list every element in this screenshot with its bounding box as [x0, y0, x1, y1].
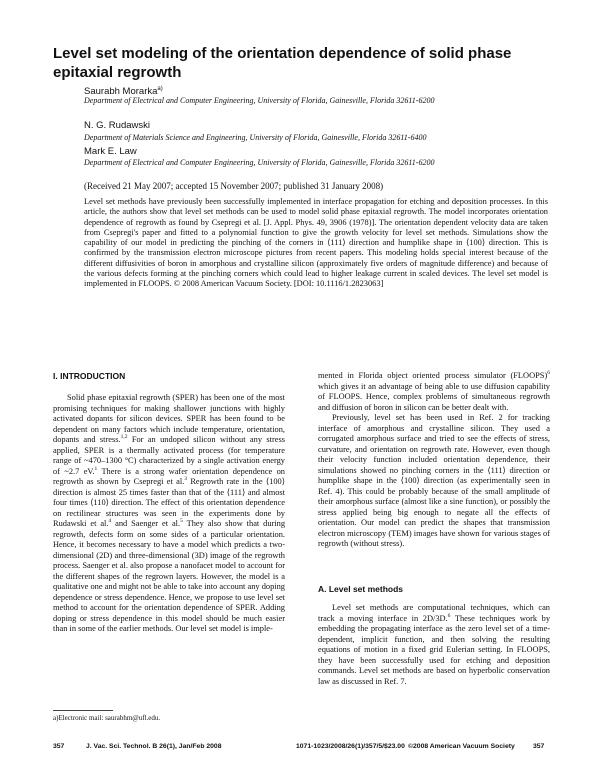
page-number-right: 357 [533, 743, 545, 750]
author-footnote-marker: a) [157, 86, 163, 92]
author-affiliation: Department of Materials Science and Engineering, University of Florida, Gainesville, Florida 32611-6400 [84, 133, 427, 142]
left-column [53, 393, 285, 635]
author-name: N. G. Rudawski [84, 120, 150, 131]
paper-title: Level set modeling of the orientation dependence of solid phase epitaxial regrowth [53, 45, 512, 81]
paragraph: Level set methods are computational techniques, which can track a moving interface in 2D/3D.$^6$ These techniques work by embedding the propagating interface as the zero level set of a time-dependent, implicit function, and then solving the resulting equations of motion in a fixed grid Eulerian setting. In FLOOPS, they have been successfully used for etching and deposition commands. Level set methods are based on hyperbolic conservation law as discussed in Ref. 7. [318, 603, 551, 686]
footnote-rule [53, 710, 113, 711]
author-name-text: Saurabh Morarka [84, 86, 158, 98]
section-heading-introduction: I. INTRODUCTION [53, 371, 126, 381]
section-heading-level-set-methods: A. Level set methods [318, 584, 404, 594]
copyright-line: ©2008 American Vacuum Society [408, 743, 515, 750]
right-column-continued [318, 603, 550, 687]
author-name: Mark E. Law [84, 146, 137, 157]
author-affiliation: Department of Electrical and Computer Engineering, University of Florida, Gainesville, Florida 32611-6200 [84, 96, 435, 105]
paragraph: mented in Florida object oriented process simulator (FLOOPS)$^6$ which gives it an advantage of being able to use diffusion capability of FLOOPS. Hence, complex problems of simultaneous regrowth and diffusion of boron in silicon can be better dealt with. [318, 370, 550, 412]
page-number-left: 357 [53, 743, 65, 750]
abstract: Level set methods have previously been successfully implemented in interface propagation for etching and deposition processes. In this article, the authors show that level set methods can be used to model solid phase epitaxial regrowth. The model incorporates orientation dependence of regrowth as found by Csepregi et al. [J. Appl. Phys. 49, 3906 (1978)]. The orientation dependent velocity data are taken from Csepregi's paper and fitted to a polynomial function to give the growth velocity for level set methods. Simulations show the capability of our model in predicting the pinching of the corners in ⟨111⟩ direction and humplike shape in ⟨100⟩ direction. This is confirmed by the transmission electron microscope pictures from recent papers. This modeling holds special interest because of the different diffusivities of boron in amorphous and crystalline silicon (approximately five orders of magnitude difference) and because of the various defects forming at the pinching corners which could lead to higher leakage current in scaled devices. The level set model is implemented in FLOOPS. © 2008 American Vacuum Society. [DOI: 10.1116/1.2823063] [84, 197, 548, 289]
issn-line: 1071-1023/2008/26(1)/357/5/$23.00 [296, 743, 405, 750]
author-affiliation: Department of Electrical and Computer Engineering, University of Florida, Gainesville, Florida 32611-6200 [84, 158, 435, 167]
journal-citation: J. Vac. Sci. Technol. B 26(1), Jan/Feb 2008 [86, 743, 222, 750]
paragraph: Solid phase epitaxial regrowth (SPER) has been one of the most promising techniques for making shallower junctions with highly activated dopants for silicon devices. SPER has been found to be dependent on many factors which include temperature, orientation, dopants and stress.$^{1,2}$ For an undoped silicon without any stress applied, SPER is a thermally activated process (for temperature range of ~470–1300 °C) characterized by a single activation energy of ~2.7 eV.$^1$ There is a strong wafer orientation dependence on regrowth as shown by Csepregi et al.$^3$ Regrowth rate in the ⟨100⟩ direction is almost 25 times faster than that of the ⟨111⟩ and almost four times ⟨110⟩ direction. The effect of this orientation dependence on rectilinear structures was seen in the experiments done by Rudawski et al.$^4$ and Saenger et al.$^5$ They also show that during regrowth, defects form on some sides of a particular orientation. Hence, it becomes necessary to have a model which predicts a two-dimensional (2D) and three-dimensional (3D) image of the regrowth process. Saenger et al. also propose a nanofacet model to account for the different shapes of the regrown layers. However, the model is a qualitative one and might not be able to take into account any doping dependence or stress dependence. Hence, we propose to use level set method to account for the orientation dependence of SPER. Adding doping or stress dependence in this model should be much easier than in some of the earlier methods. Our level set model is imple- [53, 393, 286, 633]
footnote: a)Electronic mail: saurabhm@ufl.edu. [53, 714, 161, 722]
right-column [318, 371, 550, 550]
received-dates: (Received 21 May 2007; accepted 15 November 2007; published 31 January 2008) [84, 181, 384, 191]
paragraph: Previously, level set has been used in Ref. 2 for tracking interface of amorphous and crystalline silicon. They used a corrugated amorphous surface and tried to see the effects of stress, curvature, and orientation on regrowth rate. However, even though their velocity function included orientation dependence, their simulations showed no pinching corners in the ⟨111⟩ direction or humplike shape in the ⟨100⟩ direction (as experimentally seen in Ref. 4). This could be probably because of the small amplitude of their amorphous surface (almost like a sine function), or possibly the stress applied being big enough to negate all the effects of orientation. Our model can predict the shapes that transmission electron microscopy (TEM) images have shown for various stages of regrowth (without stress). [318, 413, 550, 548]
